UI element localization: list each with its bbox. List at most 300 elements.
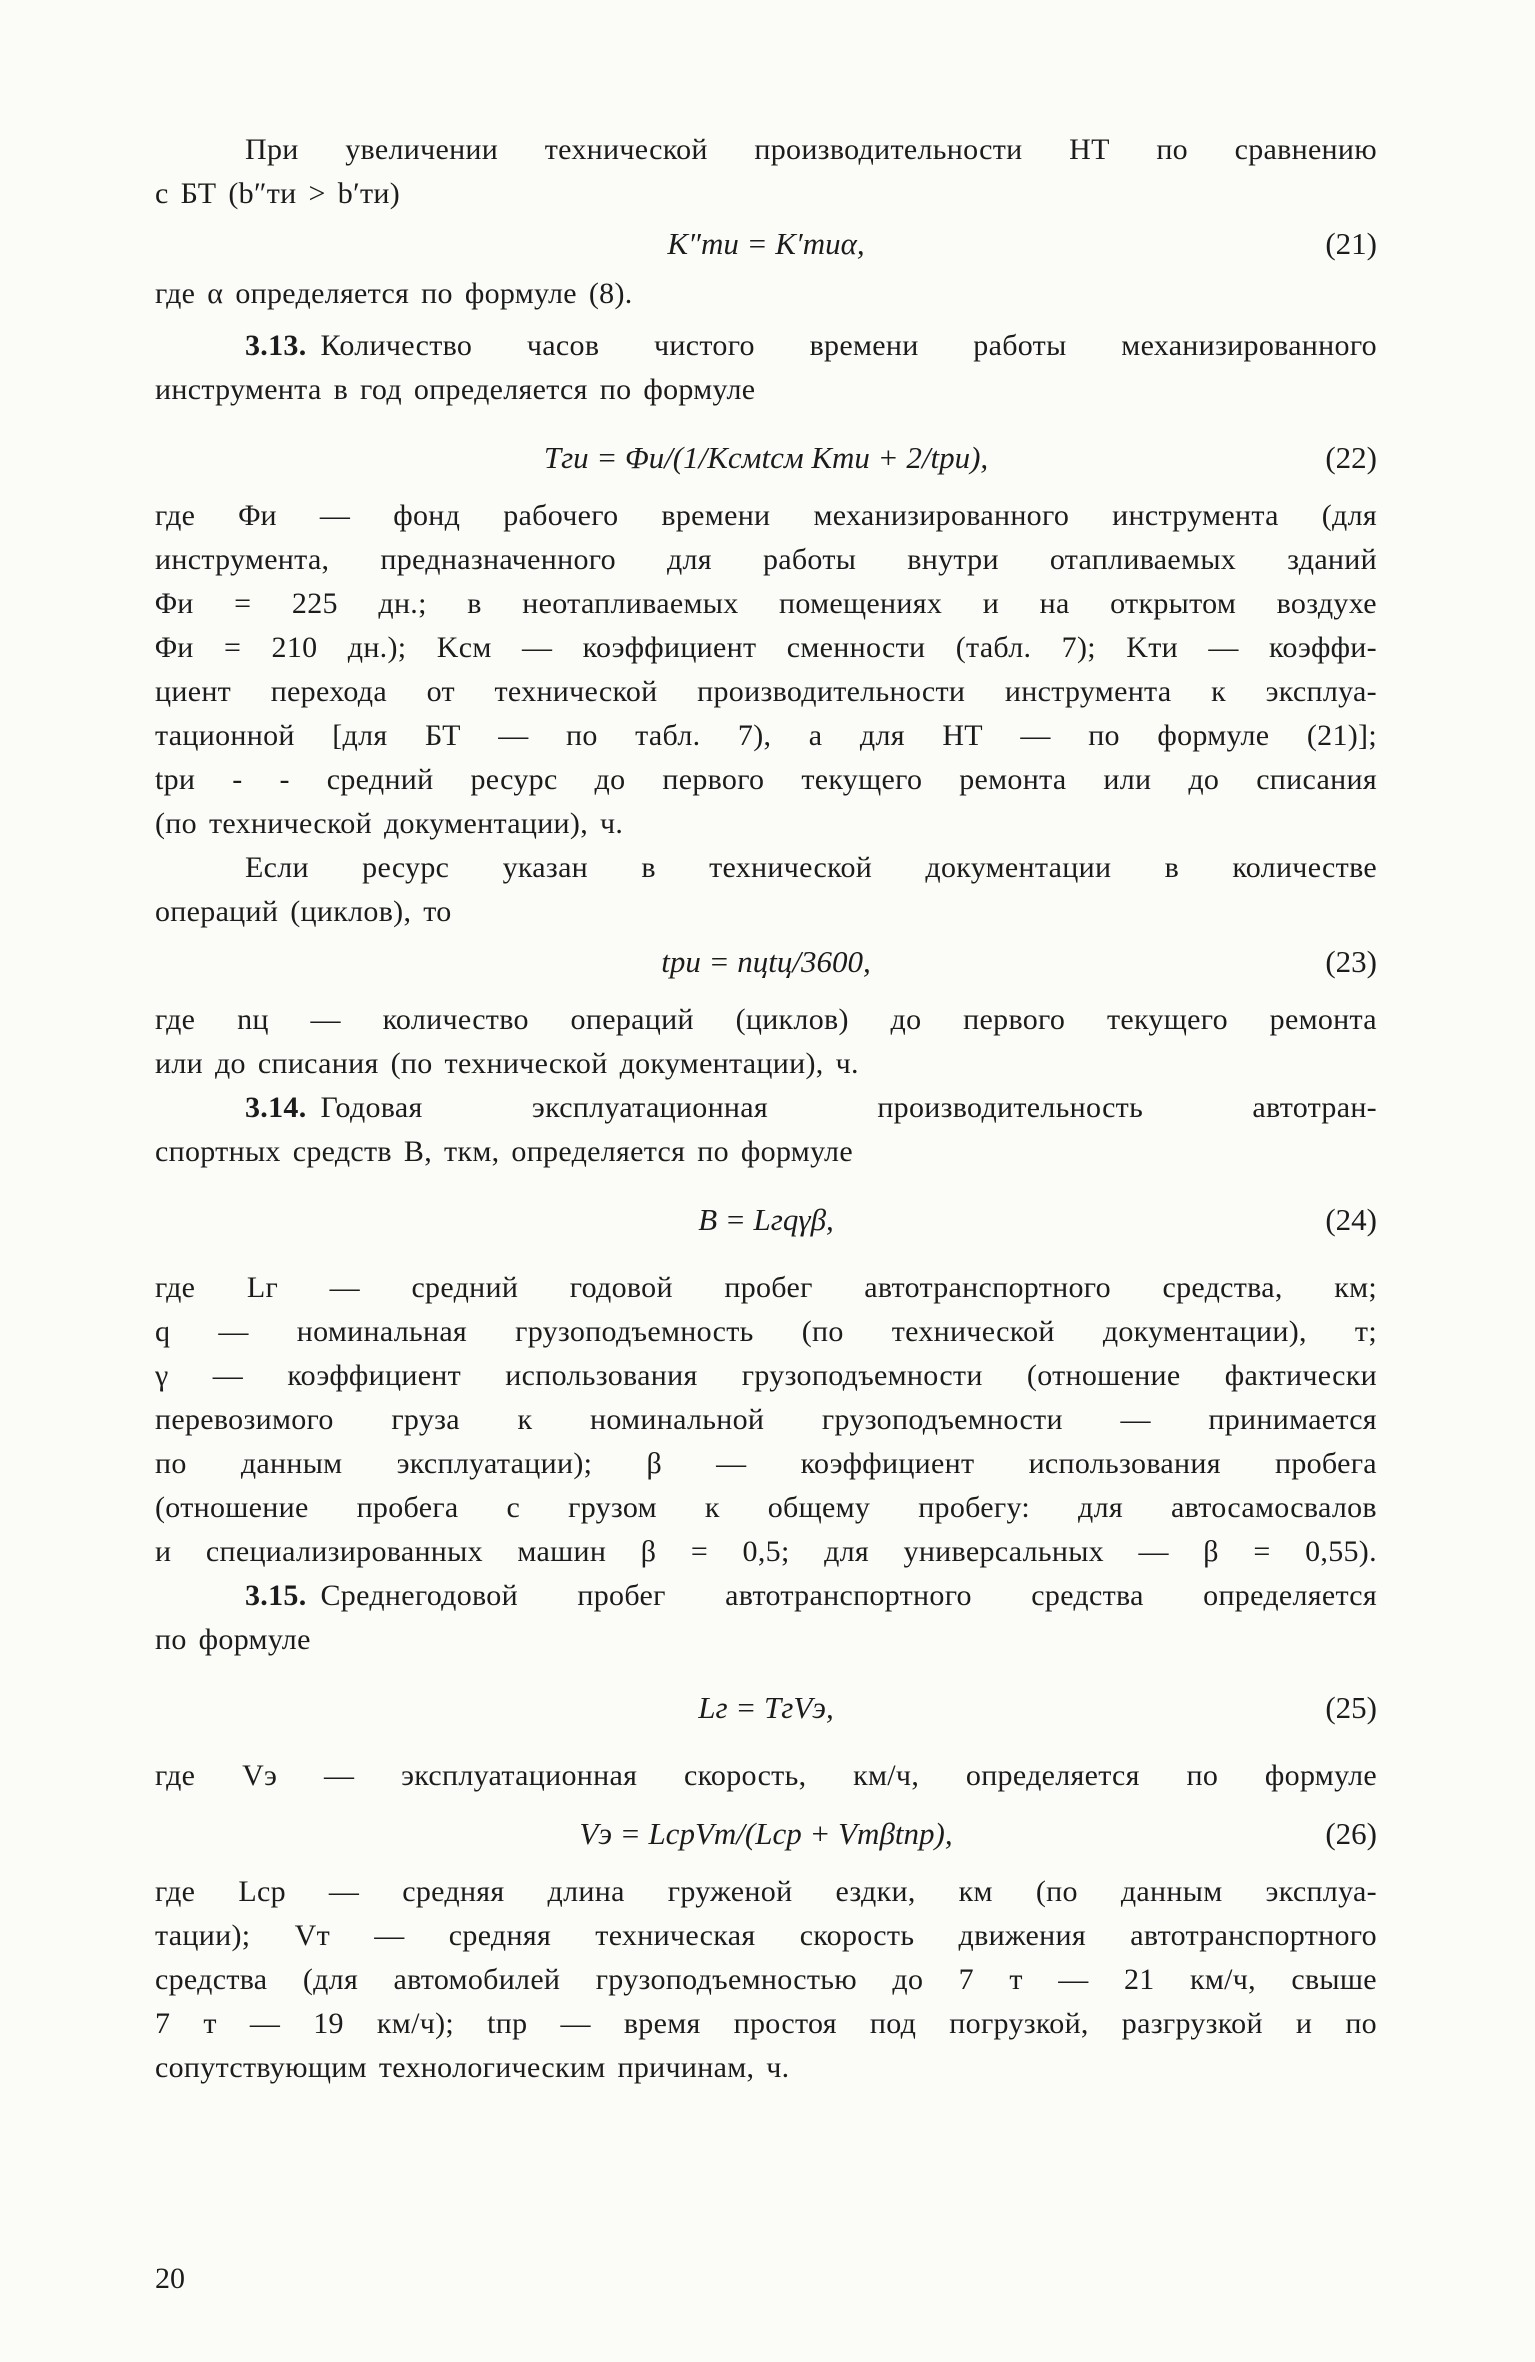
word: — bbox=[1020, 719, 1051, 752]
word: ч. bbox=[600, 807, 624, 840]
word: — bbox=[1208, 631, 1239, 664]
word: дн.; bbox=[378, 587, 427, 620]
word: по bbox=[697, 1135, 729, 1168]
word: производительность bbox=[877, 1091, 1144, 1124]
word: nц bbox=[237, 1003, 269, 1036]
word: год bbox=[360, 373, 402, 406]
word: универсальных bbox=[903, 1535, 1104, 1568]
word: — bbox=[319, 499, 351, 532]
text-line bbox=[155, 1958, 1377, 2002]
word: (по bbox=[155, 807, 197, 840]
word: ч. bbox=[835, 1047, 859, 1080]
text-line bbox=[155, 1914, 1377, 1958]
text-line bbox=[155, 494, 1377, 538]
word: Φи bbox=[155, 631, 194, 664]
word: — bbox=[560, 2007, 591, 2040]
word: документации), bbox=[383, 807, 588, 840]
word: = bbox=[234, 587, 252, 620]
word: длина bbox=[547, 1875, 625, 1908]
word: 0,55). bbox=[1305, 1535, 1377, 1568]
word: к bbox=[517, 1403, 533, 1436]
word: к bbox=[1211, 675, 1226, 708]
word: до bbox=[890, 1003, 922, 1036]
word: ткм, bbox=[444, 1135, 500, 1168]
formula-expression: B = Lгqγβ, bbox=[698, 1202, 834, 1237]
word: определяется bbox=[1203, 1579, 1377, 1612]
word: автотранспортного bbox=[1130, 1919, 1377, 1952]
word: номинальная bbox=[296, 1315, 468, 1348]
word: пробегу: bbox=[918, 1491, 1031, 1524]
word: технической bbox=[544, 133, 708, 166]
word: определяется bbox=[235, 277, 410, 310]
word: работы bbox=[973, 329, 1067, 362]
word: БТ bbox=[424, 719, 461, 752]
word: 225 bbox=[291, 587, 338, 620]
word: техническая bbox=[595, 1919, 756, 1952]
word: механизированного bbox=[1121, 329, 1377, 362]
word: коэффициент bbox=[582, 631, 757, 664]
text-line bbox=[155, 670, 1377, 714]
word: — bbox=[212, 1359, 244, 1392]
word: часов bbox=[526, 329, 600, 362]
word: автомобилей bbox=[393, 1963, 561, 1996]
word: инструмента bbox=[155, 373, 322, 406]
word: с bbox=[155, 177, 169, 210]
word: грузоподъемности bbox=[741, 1359, 983, 1392]
word: предназначенного bbox=[380, 543, 616, 576]
word: документации), bbox=[619, 1047, 824, 1080]
word: эксплуа- bbox=[1265, 1875, 1377, 1908]
word: технической bbox=[494, 675, 658, 708]
text-line bbox=[155, 1042, 1377, 1086]
word: где bbox=[155, 499, 196, 532]
word: под bbox=[869, 2007, 917, 2040]
word: первого bbox=[963, 1003, 1066, 1036]
word: 210 bbox=[271, 631, 318, 664]
word: где bbox=[155, 277, 196, 310]
word: общему bbox=[767, 1491, 871, 1524]
word: tпр bbox=[487, 2007, 528, 2040]
formula-number: (22) bbox=[1325, 440, 1377, 475]
word: чистого bbox=[654, 329, 755, 362]
word: инструмента bbox=[1004, 675, 1172, 708]
word: т bbox=[1009, 1963, 1023, 1996]
section-3-15-heading bbox=[155, 1574, 1377, 1618]
text-line bbox=[155, 890, 1377, 934]
word: (циклов) bbox=[735, 1003, 849, 1036]
word: технической bbox=[444, 1047, 608, 1080]
word: α bbox=[207, 277, 224, 310]
word: простоя bbox=[733, 2007, 837, 2040]
word: (по bbox=[801, 1315, 844, 1348]
text-line bbox=[155, 1266, 1377, 1310]
word: коэффи- bbox=[1268, 631, 1377, 664]
word: документации), bbox=[1102, 1315, 1307, 1348]
word: эксплуатации); bbox=[396, 1447, 593, 1480]
text-line bbox=[155, 714, 1377, 758]
word: — bbox=[521, 631, 553, 664]
word: грузоподъемности bbox=[821, 1403, 1063, 1436]
word: средств bbox=[292, 1135, 392, 1168]
word: автотранспортного bbox=[725, 1579, 972, 1612]
word: Среднегодовой bbox=[320, 1579, 518, 1612]
word: ремонта bbox=[959, 763, 1067, 796]
formula-24 bbox=[155, 1192, 1377, 1248]
word: 7), bbox=[737, 719, 772, 752]
word: груза bbox=[391, 1403, 460, 1436]
word: до bbox=[1188, 763, 1220, 796]
word: (для bbox=[1321, 499, 1377, 532]
word: определяется bbox=[413, 373, 588, 406]
word: механизированного bbox=[813, 499, 1070, 532]
word: 7); bbox=[1061, 631, 1096, 664]
word: пробега bbox=[356, 1491, 459, 1524]
word: — bbox=[498, 719, 529, 752]
word: средства, bbox=[1162, 1271, 1283, 1304]
word: технологическим bbox=[378, 2051, 606, 2084]
word: tри bbox=[155, 763, 196, 796]
word: (21)]; bbox=[1306, 719, 1377, 752]
word: - bbox=[279, 763, 290, 796]
word: грузом bbox=[568, 1491, 657, 1524]
word: скорость, bbox=[683, 1759, 807, 1792]
word: км; bbox=[1334, 1271, 1377, 1304]
word: открытом bbox=[1110, 587, 1237, 620]
text-line bbox=[155, 1442, 1377, 1486]
word: = bbox=[223, 631, 242, 664]
word: или bbox=[155, 1047, 203, 1080]
word: погрузкой, bbox=[949, 2007, 1089, 2040]
word: 21 bbox=[1123, 1963, 1155, 1996]
word: для bbox=[666, 543, 712, 576]
word: специализированных bbox=[205, 1535, 483, 1568]
word: по bbox=[599, 373, 632, 406]
text-line bbox=[155, 128, 1377, 172]
word: по bbox=[1156, 133, 1188, 166]
word: сравнению bbox=[1234, 133, 1377, 166]
word: текущего bbox=[801, 763, 923, 796]
word: коэффициент bbox=[800, 1447, 975, 1480]
word: эксплуатационная bbox=[401, 1759, 638, 1792]
word: и bbox=[982, 587, 1000, 620]
word: и bbox=[1295, 2007, 1313, 2040]
word: по bbox=[1345, 2007, 1377, 2040]
word: Kти bbox=[1126, 631, 1178, 664]
word: тационной bbox=[155, 719, 295, 752]
word: формуле bbox=[464, 277, 577, 310]
word: внутри bbox=[907, 543, 999, 576]
word: (8). bbox=[588, 277, 633, 310]
text-line bbox=[155, 368, 1377, 412]
formula-number: (23) bbox=[1325, 944, 1377, 979]
word: Годовая bbox=[320, 1091, 423, 1124]
word: — bbox=[310, 1003, 341, 1036]
text-line bbox=[155, 1354, 1377, 1398]
word: Vэ bbox=[242, 1759, 278, 1792]
formula-expression: K″ти = K′тиα, bbox=[667, 226, 865, 261]
text-line bbox=[155, 1754, 1377, 1798]
text-line bbox=[155, 1870, 1377, 1914]
word: эксплуа- bbox=[1265, 675, 1377, 708]
word: Lг bbox=[246, 1271, 279, 1304]
word: до bbox=[594, 763, 626, 796]
word: табл. bbox=[635, 719, 701, 752]
text-line bbox=[155, 272, 1377, 316]
word: Vт bbox=[294, 1919, 331, 1952]
word: сопутствующим bbox=[155, 2051, 367, 2084]
word: инструмента, bbox=[155, 543, 330, 576]
word: НТ bbox=[1069, 133, 1110, 166]
word: машин bbox=[517, 1535, 607, 1568]
word: определяется bbox=[965, 1759, 1140, 1792]
word: по bbox=[421, 277, 453, 310]
word: км/ч, bbox=[853, 1759, 920, 1792]
word: (для bbox=[302, 1963, 359, 1996]
word: производительности bbox=[697, 675, 966, 708]
word: β bbox=[646, 1447, 663, 1480]
word: инструмента bbox=[1112, 499, 1279, 532]
text-line bbox=[155, 998, 1377, 1042]
word: — bbox=[1138, 1535, 1169, 1568]
word: (отношение bbox=[155, 1491, 309, 1524]
word: то bbox=[423, 895, 452, 928]
word: где bbox=[155, 1003, 196, 1036]
word: времени bbox=[661, 499, 771, 532]
formula-21 bbox=[155, 216, 1377, 272]
text-line bbox=[155, 626, 1377, 670]
word: ч. bbox=[766, 2051, 790, 2084]
word: операций bbox=[570, 1003, 694, 1036]
word: по bbox=[155, 1623, 187, 1656]
word: q bbox=[155, 1315, 171, 1348]
word: - bbox=[232, 763, 243, 796]
text-line bbox=[155, 758, 1377, 802]
word: пробега bbox=[1274, 1447, 1377, 1480]
word: от bbox=[426, 675, 455, 708]
word: с bbox=[506, 1491, 521, 1524]
word: количество bbox=[382, 1003, 529, 1036]
word: = bbox=[1253, 1535, 1271, 1568]
word: рабочего bbox=[503, 499, 619, 532]
formula-expression: Lг = TгVэ, bbox=[698, 1690, 834, 1725]
word: для bbox=[859, 719, 905, 752]
word: движения bbox=[958, 1919, 1086, 1952]
word: количестве bbox=[1232, 851, 1377, 884]
word: (циклов), bbox=[290, 895, 412, 928]
word: фонд bbox=[393, 499, 461, 532]
word: неотапливаемых bbox=[522, 587, 739, 620]
word: по bbox=[566, 719, 598, 752]
section-3-13-heading bbox=[155, 324, 1377, 368]
text-line bbox=[155, 2002, 1377, 2046]
word: автосамосвалов bbox=[1170, 1491, 1377, 1524]
word: — bbox=[716, 1447, 747, 1480]
page-number: 20 bbox=[155, 2262, 185, 2295]
text-line bbox=[321, 1086, 1378, 1130]
word: средняя bbox=[448, 1919, 552, 1952]
word: для bbox=[1078, 1491, 1123, 1524]
word: ездки, bbox=[835, 1875, 916, 1908]
word: т; bbox=[1354, 1315, 1377, 1348]
word: средства bbox=[155, 1963, 268, 1996]
word: скорость bbox=[799, 1919, 915, 1952]
word: км bbox=[958, 1875, 993, 1908]
word: средства bbox=[1031, 1579, 1144, 1612]
word: использования bbox=[505, 1359, 698, 1392]
text-line bbox=[155, 2046, 1377, 2090]
word: средний bbox=[326, 763, 434, 796]
word: указан bbox=[502, 851, 589, 884]
word: β bbox=[1203, 1535, 1219, 1568]
word: НТ bbox=[942, 719, 983, 752]
word: технической bbox=[709, 851, 873, 884]
word: списания bbox=[257, 1047, 379, 1080]
text-line bbox=[155, 1486, 1377, 1530]
word: [для bbox=[332, 719, 388, 752]
word: коэффициент bbox=[287, 1359, 462, 1392]
word: пробег bbox=[724, 1271, 813, 1304]
word: по bbox=[1186, 1759, 1219, 1792]
word: формуле bbox=[198, 1623, 311, 1656]
section-number: 3.15. bbox=[245, 1579, 307, 1612]
text-column bbox=[155, 128, 1377, 2090]
word: автотранспортного bbox=[864, 1271, 1111, 1304]
word: средняя bbox=[402, 1875, 505, 1908]
word: принимается bbox=[1208, 1403, 1377, 1436]
word: номинальной bbox=[590, 1403, 765, 1436]
word: Если bbox=[245, 851, 309, 884]
word: — bbox=[329, 1271, 360, 1304]
word: 7 bbox=[958, 1963, 974, 1996]
word: груженой bbox=[667, 1875, 793, 1908]
word: B, bbox=[403, 1135, 433, 1168]
word: формуле bbox=[643, 373, 756, 406]
word: фактически bbox=[1224, 1359, 1377, 1392]
text-line bbox=[155, 1130, 1377, 1174]
word: где bbox=[155, 1875, 196, 1908]
word: — bbox=[374, 1919, 405, 1952]
text-line bbox=[321, 324, 1378, 368]
word: (по bbox=[1035, 1875, 1078, 1908]
word: т bbox=[203, 2007, 217, 2040]
formula-expression: Tги = Φи/(1/Kсмtсм Kти + 2/tри), bbox=[543, 440, 989, 475]
word: пробег bbox=[577, 1579, 666, 1612]
word: свыше bbox=[1291, 1963, 1377, 1996]
word: — bbox=[249, 2007, 281, 2040]
word: = bbox=[690, 1535, 709, 1568]
word: — bbox=[1058, 1963, 1089, 1996]
formula-number: (26) bbox=[1325, 1816, 1377, 1851]
word: разгрузкой bbox=[1121, 2007, 1263, 2040]
word: отапливаемых bbox=[1049, 543, 1237, 576]
word: где bbox=[155, 1759, 196, 1792]
word: к bbox=[704, 1491, 720, 1524]
word: ремонта bbox=[1269, 1003, 1377, 1036]
text-line bbox=[155, 1530, 1377, 1574]
word: или bbox=[1103, 763, 1152, 796]
word: увеличении bbox=[345, 133, 499, 166]
text-line bbox=[155, 1618, 1377, 1662]
word: БТ bbox=[180, 177, 217, 210]
text-line bbox=[155, 1310, 1377, 1354]
text-line bbox=[155, 172, 1377, 216]
word: (b″ти bbox=[228, 177, 297, 210]
word: технической bbox=[891, 1315, 1055, 1348]
formula-number: (21) bbox=[1325, 226, 1377, 261]
word: списания bbox=[1256, 763, 1377, 796]
word: до bbox=[214, 1047, 246, 1080]
word: Kсм bbox=[436, 631, 492, 664]
word: 7 bbox=[155, 2007, 171, 2040]
word: — bbox=[323, 1759, 355, 1792]
section-number: 3.13. bbox=[245, 329, 307, 362]
section-number: 3.14. bbox=[245, 1091, 307, 1124]
word: использования bbox=[1028, 1447, 1221, 1480]
word: времени bbox=[809, 329, 919, 362]
word: для bbox=[824, 1535, 870, 1568]
word: км/ч, bbox=[1189, 1963, 1256, 1996]
word: Φи bbox=[238, 499, 277, 532]
word: перевозимого bbox=[155, 1403, 334, 1436]
word: и bbox=[155, 1535, 172, 1568]
word: перехода bbox=[270, 675, 387, 708]
word: При bbox=[245, 133, 299, 166]
word: в bbox=[333, 373, 349, 406]
word: на bbox=[1039, 587, 1070, 620]
word: β bbox=[640, 1535, 657, 1568]
word: по bbox=[1088, 719, 1120, 752]
word: документации bbox=[925, 851, 1112, 884]
word: (отношение bbox=[1026, 1359, 1181, 1392]
word: годовой bbox=[569, 1271, 673, 1304]
word: > bbox=[308, 177, 326, 210]
word: а bbox=[808, 719, 823, 752]
word: γ bbox=[155, 1359, 169, 1392]
word: Lср bbox=[238, 1875, 286, 1908]
word: 19 bbox=[313, 2007, 344, 2040]
word: — bbox=[218, 1315, 249, 1348]
formula-23 bbox=[155, 934, 1377, 990]
formula-number: (25) bbox=[1325, 1690, 1377, 1725]
text-line bbox=[321, 1574, 1378, 1618]
word: ресурс bbox=[362, 851, 450, 884]
word: в bbox=[467, 587, 482, 620]
formula-25 bbox=[155, 1680, 1377, 1736]
formula-number: (24) bbox=[1325, 1202, 1377, 1237]
word: операций bbox=[155, 895, 279, 928]
word: данным bbox=[1120, 1875, 1223, 1908]
formula-22 bbox=[155, 430, 1377, 486]
formula-expression: Vэ = LсрVт/(Lср + Vтβtпр), bbox=[579, 1816, 953, 1851]
word: (табл. bbox=[955, 631, 1032, 664]
word: циент bbox=[155, 675, 232, 708]
word: спортных bbox=[155, 1135, 281, 1168]
word: 0,5; bbox=[742, 1535, 790, 1568]
text-line bbox=[155, 1398, 1377, 1442]
word: Количество bbox=[320, 329, 473, 362]
word: помещениях bbox=[779, 587, 943, 620]
word: тации); bbox=[155, 1919, 251, 1952]
section-3-14-heading bbox=[155, 1086, 1377, 1130]
word: эксплуатационная bbox=[531, 1091, 769, 1124]
word: ресурс bbox=[470, 763, 558, 796]
word: Φи bbox=[155, 587, 194, 620]
word: формуле bbox=[1264, 1759, 1377, 1792]
word: (по bbox=[390, 1047, 433, 1080]
text-line bbox=[155, 802, 1377, 846]
word: средний bbox=[411, 1271, 519, 1304]
word: формуле bbox=[1157, 719, 1270, 752]
